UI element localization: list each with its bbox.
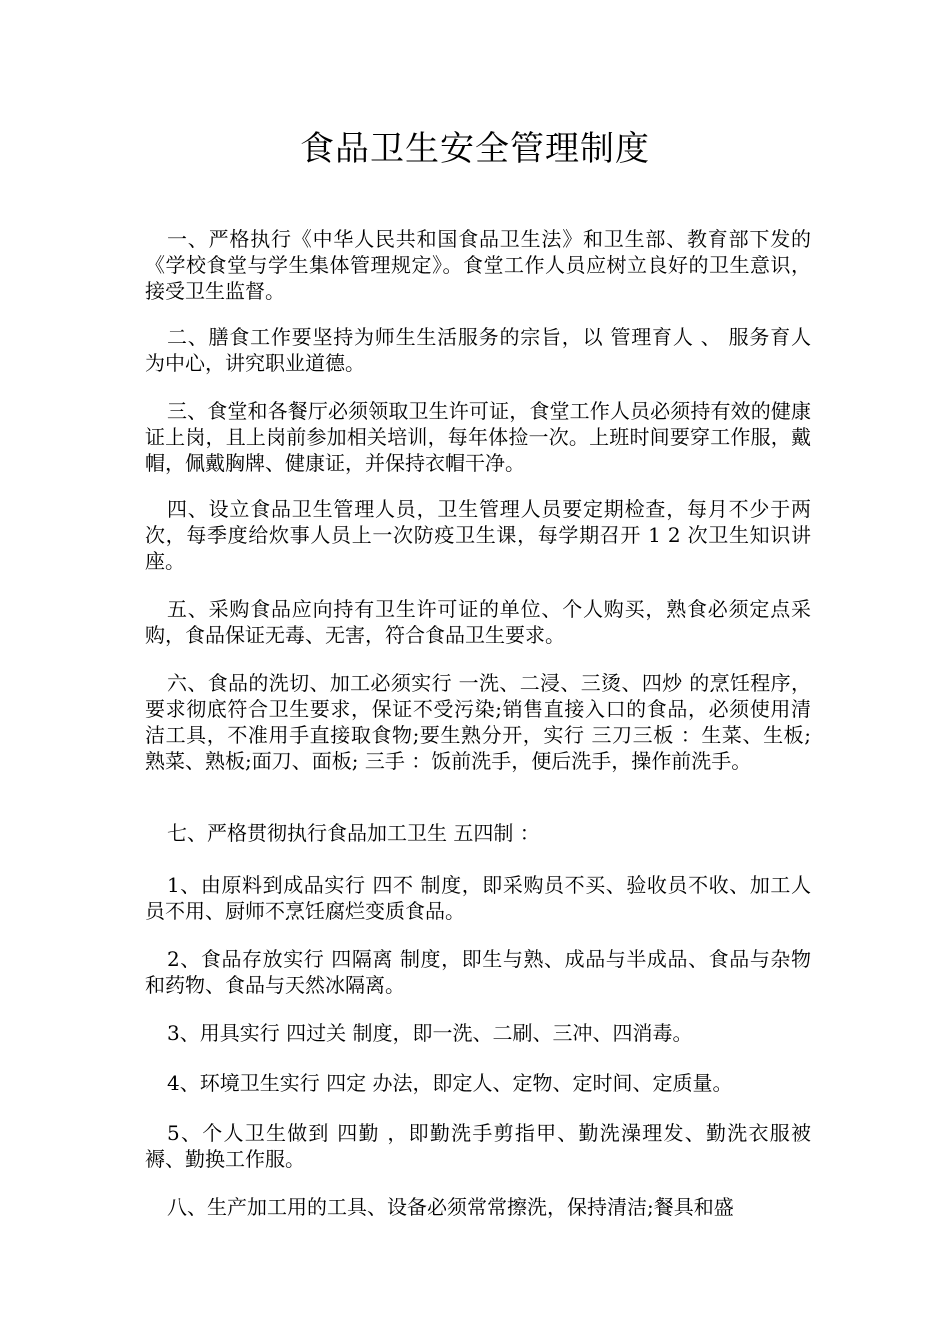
paragraph-1: 一、严格执行《中华人民共和国食品卫生法》和卫生部、教育部下发的《学校食堂与学生集体管理规定》。食堂工作人员应树立良好的卫生意识，接受卫生监督。 — [145, 227, 811, 303]
paragraph-7: 七、严格贯彻执行食品加工卫生 五四制 ： — [167, 821, 540, 845]
paragraph-5: 五、采购食品应向持有卫生许可证的单位、个人购买，熟食必须定点采购，食品保证无毒、无害，符合食品卫生要求。 — [145, 597, 811, 647]
paragraph-12: 5、个人卫生做到 四勤 ，即勤洗手剪指甲、勤洗澡理发、勤洗衣服被褥、勤换工作服。 — [145, 1121, 811, 1171]
paragraph-4: 四、设立食品卫生管理人员，卫生管理人员要定期检查，每月不少于两次，每季度给炊事人员上一次防疫卫生课，每学期召开 1 2 次卫生知识讲座。 — [145, 497, 811, 573]
document-title: 食品卫生安全管理制度 — [300, 129, 650, 169]
paragraph-6: 六、食品的洗切、加工必须实行 一洗、二浸、三烫、四炒 的烹饪程序，要求彻底符合卫生要求，保证不受污染;销售直接入口的食品，必须使用清洁工具，不准用手直接取食物;要生熟分开，实行 三刀三板 ：生菜、生板;熟菜、熟板;面刀、面板; 三手 ：饭前洗手，便后洗手，操作前洗手。 — [145, 671, 811, 773]
paragraph-3: 三、食堂和各餐厅必须领取卫生许可证，食堂工作人员必须持有效的健康证上岗，且上岗前参加相关培训，每年体捡一次。上班时间要穿工作服，戴帽，佩戴胸牌、健康证，并保持衣帽干净。 — [145, 399, 811, 475]
paragraph-2: 二、膳食工作要坚持为师生生活服务的宗旨，以 管理育人 、 服务育人 为中心，讲究职业道德。 — [145, 325, 818, 375]
paragraph-9: 2、食品存放实行 四隔离 制度，即生与熟、成品与半成品、食品与杂物和药物、食品与天然冰隔离。 — [145, 947, 811, 997]
paragraph-13: 八、生产加工用的工具、设备必须常常擦洗，保持清洁;餐具和盛 — [167, 1195, 734, 1219]
paragraph-10: 3、用具实行 四过关 制度，即一洗、二刷、三冲、四消毒。 — [167, 1021, 693, 1045]
paragraph-11: 4、环境卫生实行 四定 办法，即定人、定物、定时间、定质量。 — [167, 1071, 733, 1095]
paragraph-8: 1、由原料到成品实行 四不 制度，即采购员不买、验收员不收、加工人员不用、厨师不烹饪腐烂变质食品。 — [145, 873, 811, 923]
